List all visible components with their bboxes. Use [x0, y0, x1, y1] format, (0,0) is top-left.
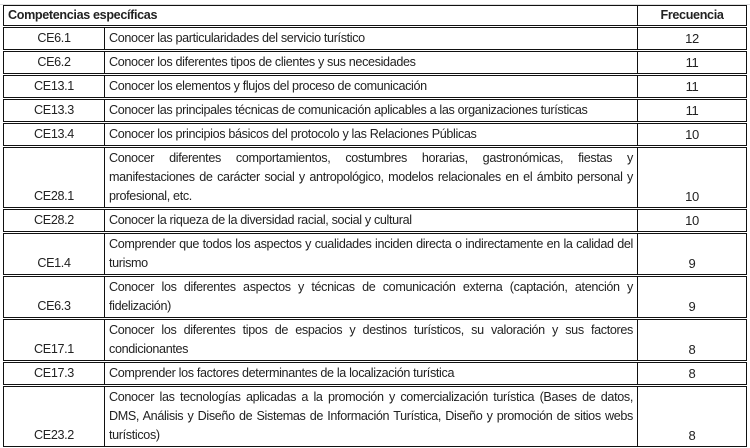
competencia-description: Conocer diferentes comportamientos, costumbres horarias, gastronómicas, fiestas y manifestaciones de carácter social y antropológico, modelos relacionales en el ámbito personal y profesional, etc. [105, 147, 638, 209]
competencia-code: CE17.3 [4, 362, 105, 386]
competencia-description: Conocer las particularidades del servicio turístico [105, 27, 638, 51]
competencia-code: CE17.1 [4, 319, 105, 362]
frecuencia-value: 8 [638, 319, 747, 362]
competencia-code: CE28.2 [4, 209, 105, 233]
competencia-description: Conocer los diferentes aspectos y técnicas de comunicación externa (captación, atención y fidelización) [105, 276, 638, 319]
frecuencia-value: 8 [638, 362, 747, 386]
competencia-description: Conocer los principios básicos del protocolo y las Relaciones Públicas [105, 123, 638, 147]
frecuencia-value: 9 [638, 276, 747, 319]
frecuencia-value: 12 [638, 27, 747, 51]
competencia-description: Conocer los elementos y flujos del proceso de comunicación [105, 75, 638, 99]
competencia-description: Conocer los diferentes tipos de espacios y destinos turísticos, su valoración y sus factores condicionantes [105, 319, 638, 362]
table-row [4, 209, 747, 233]
table-row [4, 276, 747, 319]
competencia-code: CE13.4 [4, 123, 105, 147]
header-frecuencia: Frecuencia [638, 6, 747, 27]
competencia-description: Comprender los factores determinantes de la localización turística [105, 362, 638, 386]
competencia-description: Conocer las principales técnicas de comunicación aplicables a las organizaciones turísticas [105, 99, 638, 123]
frecuencia-value: 10 [638, 209, 747, 233]
competencia-description: Comprender que todos los aspectos y cualidades inciden directa o indirectamente en la calidad del turismo [105, 233, 638, 276]
competencia-code: CE6.2 [4, 51, 105, 75]
competencia-code: CE23.2 [4, 386, 105, 447]
competencia-description: Conocer los diferentes tipos de clientes y sus necesidades [105, 51, 638, 75]
competencia-code: CE6.1 [4, 27, 105, 51]
frecuencia-value: 10 [638, 147, 747, 209]
table-row [4, 99, 747, 123]
table-row [4, 27, 747, 51]
competencia-code: CE1.4 [4, 233, 105, 276]
table-row [4, 386, 747, 447]
table-row [4, 75, 747, 99]
table-row [4, 147, 747, 209]
table-row [4, 123, 747, 147]
frecuencia-value: 9 [638, 233, 747, 276]
competencia-description: Conocer las tecnologías aplicadas a la promoción y comercialización turística (Bases de datos, DMS, Análisis y Diseño de Sistemas de Información Turística, Diseño y promoción de sitios webs turísticos) [105, 386, 638, 447]
frecuencia-value: 11 [638, 51, 747, 75]
competencia-code: CE6.3 [4, 276, 105, 319]
competencia-code: CE13.1 [4, 75, 105, 99]
header-competencias: Competencias específicas [4, 6, 638, 27]
competencia-code: CE28.1 [4, 147, 105, 209]
table-row [4, 319, 747, 362]
table-row [4, 233, 747, 276]
table-row [4, 51, 747, 75]
frecuencia-value: 11 [638, 75, 747, 99]
competencia-description: Conocer la riqueza de la diversidad racial, social y cultural [105, 209, 638, 233]
competencias-table [3, 5, 747, 447]
table-row [4, 362, 747, 386]
header-row [4, 6, 747, 27]
frecuencia-value: 10 [638, 123, 747, 147]
competencia-code: CE13.3 [4, 99, 105, 123]
frecuencia-value: 8 [638, 386, 747, 447]
frecuencia-value: 11 [638, 99, 747, 123]
